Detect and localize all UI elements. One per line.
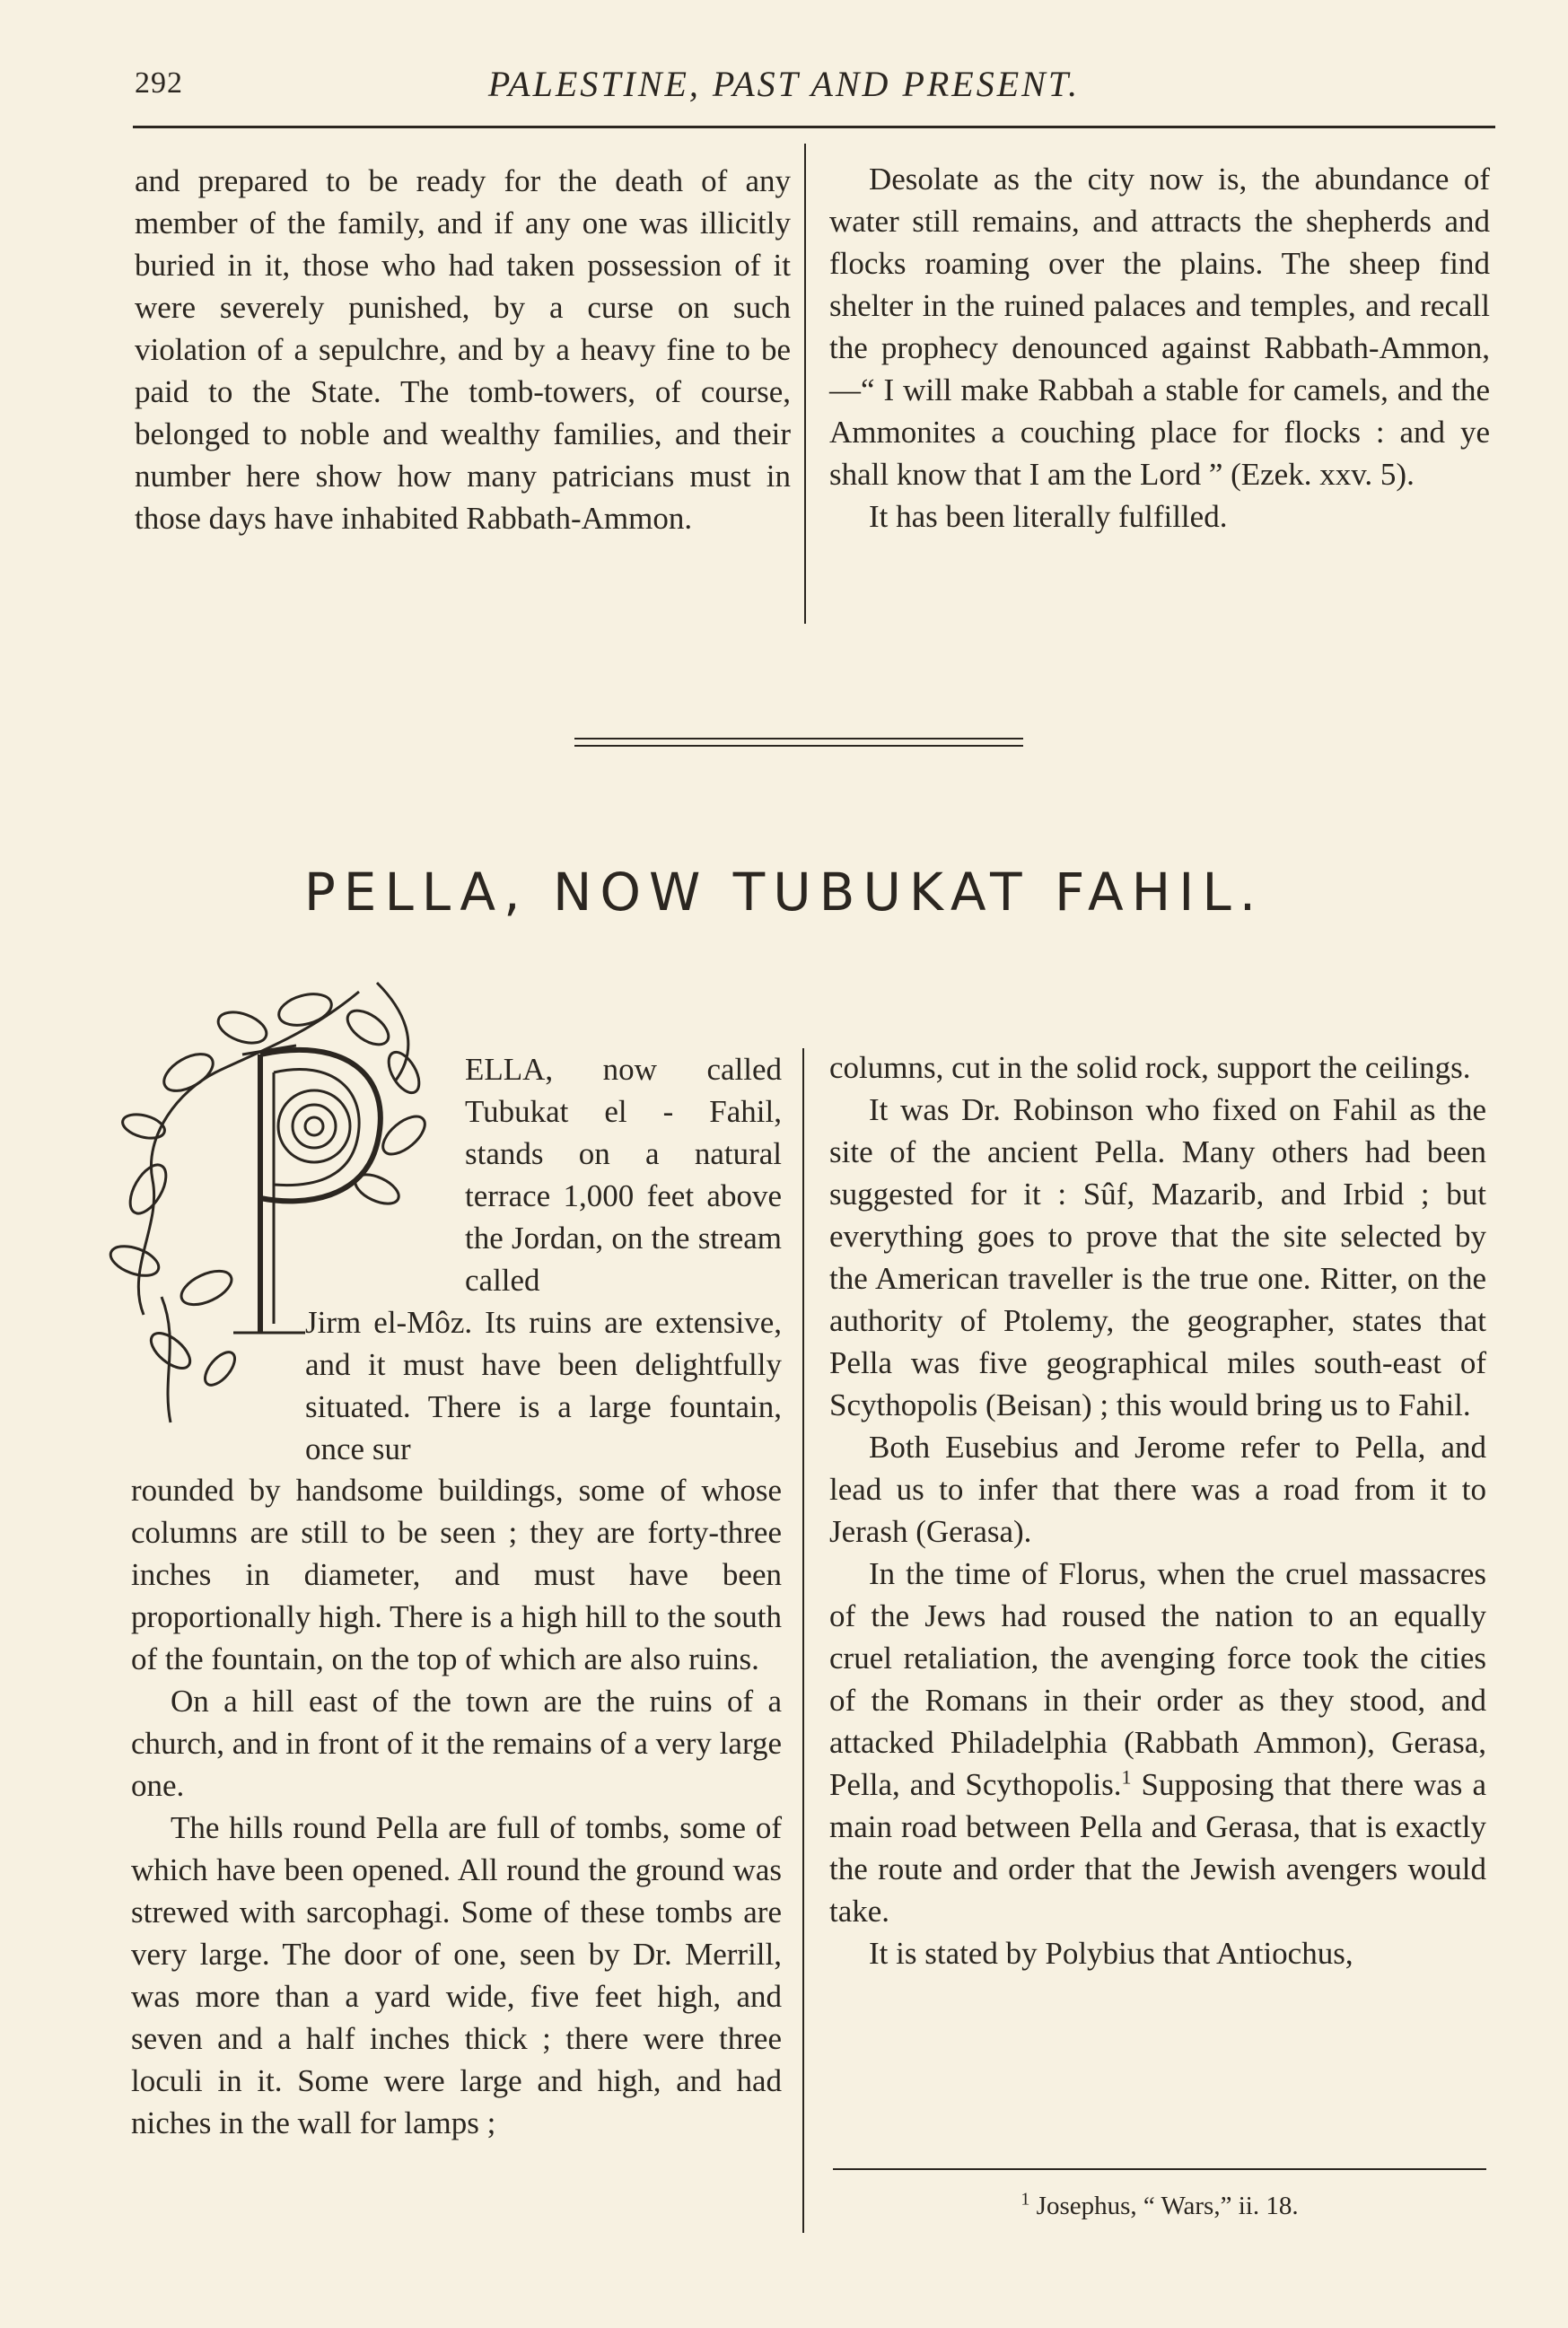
column-divider: [804, 144, 806, 624]
paragraph: rounded by handsome buildings, some of whose columns are still to be seen ; they are forty-three inches in diameter, and must have been proportionally high. There is a high hill to the south of the fountain, on the top of which are also ruins.: [131, 1473, 782, 1676]
paragraph: It is stated by Polybius that Antiochus,: [869, 1936, 1353, 1971]
paragraph: columns, cut in the solid rock, support the ceilings.: [829, 1050, 1471, 1085]
page-number: 292: [135, 66, 183, 100]
footnote-number: 1: [1021, 2189, 1030, 2210]
paragraph-text: In the time of Florus, when the cruel massacres of the Jews had roused the nation to an equally cruel retaliation, the avenging force took the cities of the Romans in their order as they stood, and attacked Philadelphia (Rabbath Ammon), Gerasa, Pella, and Scythopolis.: [829, 1556, 1486, 1802]
paragraph: Both Eusebius and Jerome refer to Pella, and lead us to infer that there was a road from it to Jerash (Gerasa).: [829, 1430, 1486, 1549]
paragraph: Desolate as the city now is, the abundance of water still remains, and attracts the shepherds and flocks roaming over the plains. The sheep find shelter in the ruined palaces and temples, and recall the prophecy denounced against Rabbath-Ammon, —“ I will make Rabbah a stable for camels, and the Ammonites a couching place for flocks : and ye shall know that I am the Lord ” (Ezek. xxv. 5).: [829, 162, 1490, 492]
paragraph: [829, 1553, 1486, 1932]
footnote-text: Josephus, “ Wars,” ii. 18.: [1029, 2192, 1299, 2220]
header-rule: [133, 126, 1495, 128]
dropcap-wrapped-text: Jirm el-Môz. Its ruins are extensive, and it must have been delightfully situated. There is a large fountain, once sur: [305, 1305, 782, 1466]
paragraph: It was Dr. Robinson who fixed on Fahil as the site of the ancient Pella. Many others had been suggested for it : Sûf, Mazarib, and Irbid ; but everything goes to prove that the site selected by the American traveller is the true one. Ritter, on the authority of Ptolemy, the geographer, states that Pella was five geographical miles south-east of Scythopolis (Beisan) ; this would bring us to Fahil.: [829, 1092, 1486, 1422]
running-head: PALESTINE, PAST AND PRESENT.: [487, 64, 1081, 104]
dropcap-wrapped-text: ELLA, now called Tubukat el - Fahil, stands on a natural terrace 1,000 feet above the Jordan, on the stream called: [465, 1052, 782, 1298]
top-right-column: [829, 158, 1490, 538]
bottom-right-column: [829, 1046, 1486, 1974]
footnote-rule: [833, 2168, 1486, 2170]
section-title: PELLA, NOW TUBUKAT FAHIL.: [303, 862, 1265, 923]
paragraph: It has been literally fulfilled.: [869, 499, 1228, 534]
bottom-left-column: [131, 1469, 782, 2144]
column-divider: [802, 1048, 804, 2233]
section-separator: [574, 738, 1023, 747]
paragraph: On a hill east of the town are the ruins of a church, and in front of it the remains of a very large one.: [131, 1684, 782, 1803]
paragraph: The hills round Pella are full of tombs, some of which have been opened. All round the ground was strewed with sarcophagi. Some of these tombs are very large. The door of one, seen by Dr. Merrill, was more than a yard wide, five feet high, and seven and a half inches thick ; there were three loculi in it. Some were large and high, and had niches in the wall for lamps ;: [131, 1810, 782, 2140]
paragraph: and prepared to be ready for the death of any member of the family, and if any one was illicitly buried in it, those who had taken possession of it were severely punished, by a curse on such violation of a sepulchre, and by a heavy fine to be paid to the State. The tomb-towers, of course, belonged to noble and wealthy families, and their number here show how many patricians must in those days have inhabited Rabbath-Ammon.: [135, 163, 791, 536]
footnote: [833, 2189, 1486, 2221]
footnote-marker: 1: [1121, 1765, 1132, 1789]
paragraph-text: Supposing that there was a main road between Pella and Gerasa, that is exactly the route and order that the Jewish avengers would take.: [829, 1767, 1486, 1929]
top-left-column: [135, 160, 791, 539]
